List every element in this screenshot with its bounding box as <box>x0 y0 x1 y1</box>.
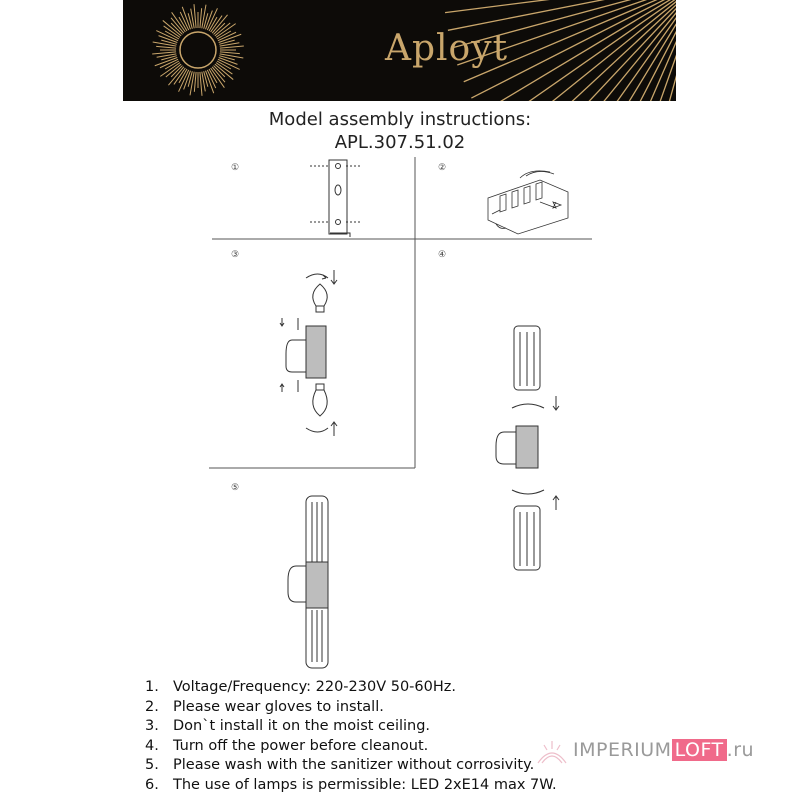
sun-ray <box>200 8 202 28</box>
sun-ray <box>153 42 177 46</box>
brand-banner <box>123 0 676 101</box>
sun-ray <box>194 72 196 92</box>
list-item: 4. Turn off the power before cleanout. <box>145 737 429 754</box>
assembly-diagram <box>0 150 800 670</box>
sun-ray <box>480 0 676 101</box>
sun-ray <box>200 72 202 96</box>
brand-logo-text: Aployt <box>385 28 509 69</box>
sun-ray <box>584 0 676 101</box>
step-2-terminal-block <box>488 171 568 234</box>
step-number-3: ③ <box>231 250 240 260</box>
sun-ray <box>220 52 240 54</box>
step-3-fixture-with-bulbs <box>280 270 337 436</box>
step-1-mounting-plate <box>310 160 362 237</box>
sun-ray <box>152 52 176 54</box>
step-5-complete-fixture <box>288 496 328 668</box>
sun-ray <box>220 54 244 58</box>
sun-ray <box>220 46 244 48</box>
model-number: APL.307.51.02 <box>334 132 466 153</box>
sun-ray <box>539 0 676 101</box>
list-item: 2. Please wear gloves to install. <box>145 698 384 715</box>
step-number-5: ⑤ <box>231 483 240 493</box>
list-item: 1. Voltage/Frequency: 220-230V 50-60Hz. <box>145 679 456 695</box>
sun-ray <box>156 46 176 48</box>
sun-ray <box>190 72 194 96</box>
list-item: 5. Please wash with the sanitizer without corrosivity. <box>145 757 535 774</box>
watermark: IMPERIUM LOFT .ru <box>573 739 755 761</box>
watermark-logo-icon <box>532 737 572 767</box>
step-number-2: ② <box>438 163 447 173</box>
diagram-grid <box>209 157 592 468</box>
sun-ray <box>194 4 196 28</box>
list-item: 3. Don`t install it on the moist ceiling. <box>145 718 431 735</box>
sun-ray <box>202 5 206 29</box>
step-4-shade-assembly <box>496 326 559 570</box>
sun-ray <box>448 0 676 30</box>
list-item: 6. The use of lamps is permissible: LED 2xE14 max 7W. <box>145 776 557 793</box>
step-number-4: ④ <box>438 250 447 260</box>
step-number-1: ① <box>231 163 240 173</box>
notes-list <box>145 678 557 796</box>
page-title: Model assembly instructions: <box>268 109 532 130</box>
